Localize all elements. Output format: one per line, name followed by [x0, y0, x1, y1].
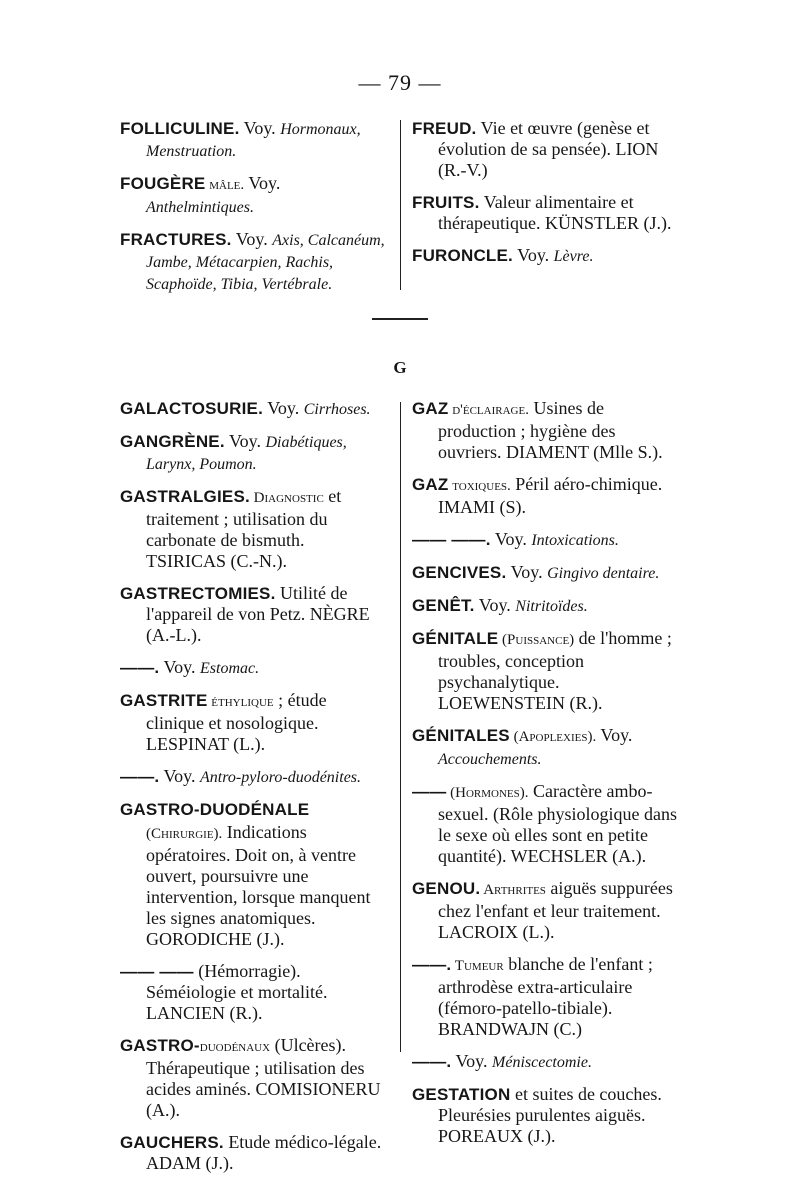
index-entry: [412, 1084, 677, 1147]
entry-reference: Méniscectomie.: [492, 1054, 592, 1071]
index-entry: [120, 799, 385, 950]
entry-qualifier: Diagnostic: [249, 490, 324, 506]
entry-headword: —— ——: [120, 962, 194, 981]
entry-reference: Intoxications.: [531, 532, 619, 549]
entry-headword: GÉNITALES: [412, 726, 510, 745]
entry-headword: ——: [412, 782, 447, 801]
entry-text: et suites de couches. Pleurésies purulentes aiguës. POREAUX (J.).: [438, 1084, 662, 1146]
entry-qualifier: (Apoplexies).: [509, 729, 597, 745]
entry-reference: Cirrhoses.: [303, 401, 371, 418]
index-entry: [120, 229, 385, 295]
entry-text: ; étude clinique et nosologique. LESPINAT (L.).: [146, 690, 327, 754]
entry-text: Voy.: [506, 562, 548, 582]
column-divider: [400, 402, 401, 1052]
entry-text: Etude médico-légale. ADAM (J.).: [146, 1132, 382, 1173]
entry-headword: GAZ: [412, 475, 449, 494]
entry-reference: Nitritoïdes.: [515, 598, 588, 615]
entry-headword: FREUD.: [412, 119, 477, 138]
entry-text: Voy.: [474, 595, 516, 615]
entry-text: (Ulcères). Thérapeutique ; utilisation des acides aminés. COMISIONERU (A.).: [146, 1035, 381, 1120]
entry-headword: GENCIVES.: [412, 563, 507, 582]
entry-headword: ——.: [120, 658, 160, 677]
index-entry: [120, 1132, 385, 1174]
entry-text: Usines de production ; hygiène des ouvriers. DIAMENT (Mlle S.).: [438, 398, 663, 462]
entry-text: blanche de l'enfant ; arthrodèse extra-articulaire (fémoro-patello-tibiale). BRANDWAJN (C.): [438, 954, 653, 1039]
entry-text: Voy.: [224, 431, 266, 451]
entry-qualifier: toxiques.: [448, 478, 511, 494]
entry-headword: GASTRALGIES.: [120, 487, 250, 506]
entry-reference: Hormonaux, Menstruation.: [146, 121, 361, 160]
entry-headword: GÉNITALE: [412, 629, 499, 648]
entry-reference: Estomac.: [200, 660, 260, 677]
index-entry: [412, 529, 677, 551]
index-entry: [120, 398, 385, 420]
entry-headword: —— ——.: [412, 530, 491, 549]
index-entry: [120, 690, 385, 755]
section-letter: G: [393, 358, 407, 377]
entry-headword: GASTRITE: [120, 691, 208, 710]
index-entry: [412, 878, 677, 943]
entry-reference: Lèvre.: [553, 248, 594, 265]
index-entry: [412, 118, 677, 181]
entry-text: Péril aéro-chimique. IMAMI (S).: [438, 474, 663, 517]
entry-text: Voy.: [490, 529, 532, 549]
entry-qualifier: Tumeur: [451, 958, 504, 974]
index-entry: [412, 1051, 677, 1073]
entry-headword: GAUCHERS.: [120, 1133, 224, 1152]
entry-text: Vie et œuvre (genèse et évolution de sa pensée). LION (R.-V.): [438, 118, 659, 180]
page-number: — 79 —: [358, 70, 442, 95]
entry-reference: Accouchements.: [438, 751, 542, 768]
entry-headword: GANGRÈNE.: [120, 432, 225, 451]
index-entry: [120, 961, 385, 1024]
index-entry: [120, 657, 385, 679]
index-entry: [412, 245, 677, 267]
entry-qualifier: (Hormones).: [446, 785, 529, 801]
entry-text: Voy.: [239, 118, 281, 138]
entry-qualifier: mâle.: [205, 177, 245, 193]
index-entry: [412, 562, 677, 584]
entry-qualifier: (Chirurgie).: [146, 826, 223, 842]
entry-headword: GASTRO-: [120, 1036, 200, 1055]
bottom-left-column: [120, 398, 385, 1185]
entry-qualifier: duodénaux: [199, 1039, 271, 1055]
index-entry: [412, 474, 677, 518]
index-entry: [412, 725, 677, 770]
entry-headword: GENOU.: [412, 879, 481, 898]
index-entry: [120, 486, 385, 572]
entry-headword: ——.: [412, 955, 452, 974]
entry-headword: FURONCLE.: [412, 246, 513, 265]
entry-headword: FRACTURES.: [120, 230, 232, 249]
entry-text: Valeur alimentaire et thérapeutique. KÜNSTLER (J.).: [438, 192, 672, 233]
index-entry: [120, 173, 385, 218]
index-entry: [412, 954, 677, 1040]
index-entry: [412, 398, 677, 463]
entry-reference: Axis, Calcanéum, Jambe, Métacarpien, Rachis, Scaphoïde, Tibia, Vertébrale.: [146, 232, 385, 293]
entry-headword: ——.: [412, 1052, 452, 1071]
entry-headword: GASTRECTOMIES.: [120, 584, 276, 603]
entry-text: Voy.: [244, 173, 281, 193]
entry-headword: FOUGÈRE: [120, 174, 206, 193]
entry-headword: FRUITS.: [412, 193, 480, 212]
entry-text: aiguës suppurées chez l'enfant et leur traitement. LACROIX (L.).: [438, 878, 673, 942]
entry-text: Caractère ambo-sexuel. (Rôle physiologique dans le sexe où elles sont en petite quantité). WECHSLER (A.).: [438, 781, 677, 866]
top-right-column: [412, 118, 677, 278]
section-separator: [372, 318, 428, 320]
entry-headword: ——.: [120, 767, 160, 786]
index-entry: [412, 781, 677, 867]
entry-text: Indications opératoires. Doit on, à ventre ouvert, poursuivre une intervention, lorsque manquent les signes anatomiques. GORODICHE (J.).: [146, 822, 371, 949]
entry-text: Voy.: [596, 725, 633, 745]
entry-text: et traitement ; utilisation du carbonate de bismuth. TSIRICAS (C.-N.).: [146, 486, 342, 571]
index-entry: [120, 583, 385, 646]
entry-text: Voy.: [451, 1051, 493, 1071]
index-entry: [412, 595, 677, 617]
entry-text: Voy.: [159, 766, 201, 786]
bottom-right-column: [412, 398, 677, 1158]
top-left-column: [120, 118, 385, 306]
entry-reference: Diabétiques, Larynx, Poumon.: [146, 434, 347, 473]
entry-text: Utilité de l'appareil de von Petz. NÈGRE (A.-L.).: [146, 583, 370, 645]
entry-reference: Anthelmintiques.: [146, 199, 254, 216]
entry-qualifier: d'éclairage.: [448, 402, 529, 418]
index-entry: [412, 192, 677, 234]
entry-headword: FOLLICULINE.: [120, 119, 240, 138]
entry-text: Voy.: [159, 657, 201, 677]
column-divider: [400, 120, 401, 290]
entry-headword: GENÊT.: [412, 596, 475, 615]
entry-headword: GALACTOSURIE.: [120, 399, 264, 418]
index-entry: [120, 766, 385, 788]
entry-qualifier: Arthrites: [480, 882, 546, 898]
entry-reference: Antro-pyloro-duodénites.: [200, 769, 362, 786]
entry-text: Voy.: [263, 398, 304, 418]
entry-text: Voy.: [231, 229, 273, 249]
entry-qualifier: (Puissance): [498, 632, 575, 648]
entry-reference: Gingivo dentaire.: [547, 565, 660, 582]
entry-text: Voy.: [512, 245, 554, 265]
index-entry: [120, 1035, 385, 1121]
entry-text: (Hémorragie). Séméiologie et mortalité. LANCIEN (R.).: [146, 961, 328, 1023]
index-entry: [120, 118, 385, 162]
entry-headword: GAZ: [412, 399, 449, 418]
index-entry: [120, 431, 385, 475]
entry-headword: GASTRO-DUODÉNALE: [120, 800, 310, 819]
entry-text: de l'homme ; troubles, conception psychanalytique. LOEWENSTEIN (R.).: [438, 628, 672, 713]
index-entry: [412, 628, 677, 714]
entry-qualifier: éthylique: [207, 694, 274, 710]
entry-headword: GESTATION: [412, 1085, 511, 1104]
